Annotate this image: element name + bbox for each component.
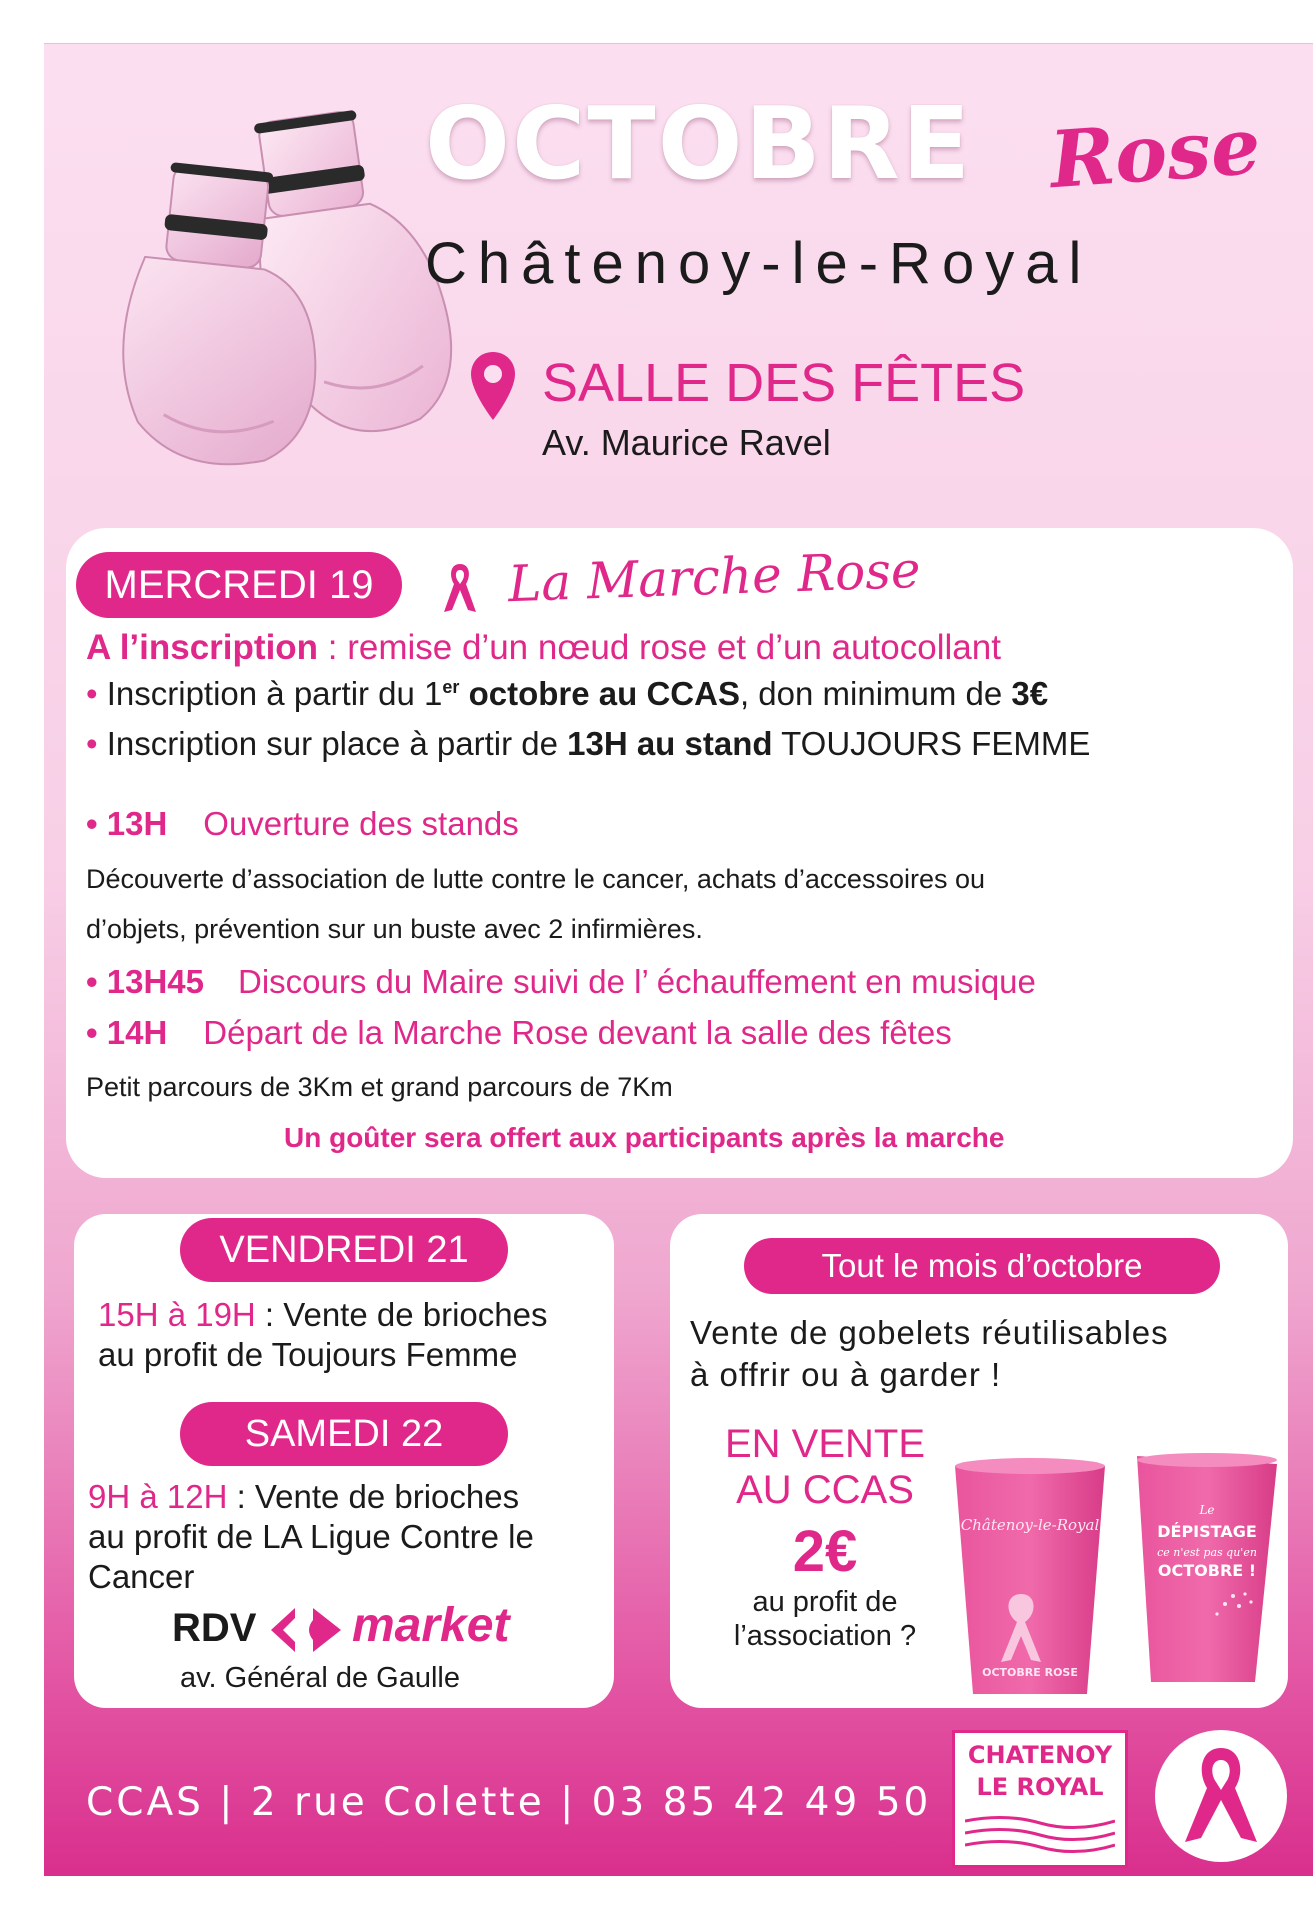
schedule-label: Départ de la Marche Rose devant la salle des fêtes <box>203 1014 952 1051</box>
schedule-item-13h45: • 13H45 Discours du Maire suivi de l’ échauffement en musique <box>86 963 1036 1000</box>
bullet1-text-a: Inscription à partir du 1 <box>106 675 443 712</box>
pink-ribbon-icon <box>440 560 480 616</box>
saturday-sale-line1 <box>88 1478 519 1516</box>
cup-right-line3: ce n'est pas qu'en <box>1157 1546 1257 1559</box>
stands-description-line1: Découverte d’association de lutte contre le cancer, achats d’accessoires ou <box>86 864 986 894</box>
location-pin-icon <box>468 350 518 422</box>
saturday-sale-line3: Cancer <box>88 1558 195 1595</box>
schedule-time: 13H45 <box>106 963 204 1000</box>
title-rose: Rose <box>1047 100 1264 207</box>
friday-sale-line1 <box>98 1296 547 1334</box>
friday-time: 15H à 19H <box>98 1296 256 1333</box>
event-title-marche-rose: La Marche Rose <box>507 540 922 614</box>
logo-line2: LE ROYAL <box>976 1773 1104 1801</box>
saturday-time: 9H à 12H <box>88 1478 228 1515</box>
bullet2-text-c: TOUJOURS FEMME <box>772 725 1091 762</box>
cup-left-bottom-text: OCTOBRE ROSE <box>982 1666 1078 1679</box>
bullet1-text-c: , don minimum de <box>739 675 1012 712</box>
route-description: Petit parcours de 3Km et grand parcours de 7Km <box>86 1072 673 1102</box>
bullet2-text-b: 13H au stand <box>567 725 773 762</box>
sale-label-line2: AU CCAS <box>736 1468 914 1512</box>
ribbon-badge <box>1155 1730 1287 1862</box>
schedule-label: Ouverture des stands <box>203 805 519 842</box>
day-badge-friday: VENDREDI 21 <box>180 1218 508 1282</box>
boxing-gloves-image <box>80 60 460 480</box>
inscription-line <box>86 628 1001 668</box>
saturday-sale-line2: au profit de LA Ligue Contre le <box>88 1518 534 1555</box>
cup-right-line2: DÉPISTAGE <box>1157 1522 1257 1541</box>
logo-waves-icon <box>965 1811 1115 1855</box>
title-octobre: OCTOBRE <box>425 85 973 202</box>
friday-sale-line2: au profit de Toujours Femme <box>98 1336 518 1373</box>
venue-name: SALLE DES FÊTES <box>542 353 1026 413</box>
pink-ribbon-icon <box>1155 1730 1287 1862</box>
market-brand: market <box>352 1599 510 1652</box>
cup-right-line4: OCTOBRE ! <box>1157 1561 1257 1580</box>
schedule-item-13h: • 13H Ouverture des stands <box>86 805 519 842</box>
cups-sale-line2: à offrir ou à garder ! <box>690 1356 1002 1393</box>
profit-line2: l’association ? <box>733 1620 917 1652</box>
bullet-inscription-ccas <box>86 675 1048 713</box>
bullet2-text-a: Inscription sur place à partir de <box>106 725 568 762</box>
bullet-dot: • <box>86 725 107 762</box>
cup-right-line1: Le <box>1199 1503 1215 1517</box>
city-logo <box>952 1730 1128 1868</box>
bullet1-text-b: octobre au CCAS <box>459 675 740 712</box>
inscription-text: : remise d’un nœud rose et d’un autocollant <box>318 628 1001 667</box>
schedule-time: 13H <box>106 805 168 842</box>
day-badge-wednesday: MERCREDI 19 <box>76 552 402 618</box>
friday-text1: : Vente de brioches <box>255 1296 548 1333</box>
bullet-dot: • <box>86 675 107 712</box>
cups-sale-line1: Vente de gobelets réutilisables <box>690 1314 1169 1351</box>
snack-note: Un goûter sera offert aux participants après la marche <box>284 1122 1005 1153</box>
bullet-inscription-onsite <box>86 725 1090 763</box>
schedule-item-14h: • 14H Départ de la Marche Rose devant la salle des fêtes <box>86 1014 952 1051</box>
profit-line1: au profit de <box>752 1586 898 1618</box>
month-badge: Tout le mois d’octobre <box>744 1238 1220 1294</box>
bullet1-sup: er <box>442 677 460 697</box>
footer-contact: CCAS | 2 rue Colette | 03 85 42 49 50 <box>86 1780 932 1825</box>
logo-line1: CHATENOY <box>967 1741 1113 1769</box>
schedule-label: Discours du Maire suivi de l’ échauffement en musique <box>237 963 1036 1000</box>
saturday-text1: : Vente de brioches <box>227 1478 520 1515</box>
bullet1-price: 3€ <box>1011 675 1049 712</box>
venue-address: Av. Maurice Ravel <box>542 422 831 463</box>
sale-label-line1: EN VENTE <box>724 1422 926 1466</box>
schedule-time: 14H <box>106 1014 168 1051</box>
cup-left-text: Châtenoy-le-Royal <box>960 1516 1100 1534</box>
reusable-cups-image <box>955 1444 1285 1704</box>
rdv-label: RDV <box>172 1606 257 1650</box>
market-address: av. Général de Gaulle <box>180 1662 460 1694</box>
city-name: Châtenoy-le-Royal <box>425 231 1093 296</box>
price: 2€ <box>792 1519 858 1584</box>
inscription-label: A l’inscription <box>86 628 319 667</box>
stands-description-line2: d’objets, prévention sur un buste avec 2 infirmières. <box>86 914 703 944</box>
carrefour-logo-icon <box>265 1602 347 1658</box>
day-badge-saturday: SAMEDI 22 <box>180 1402 508 1466</box>
